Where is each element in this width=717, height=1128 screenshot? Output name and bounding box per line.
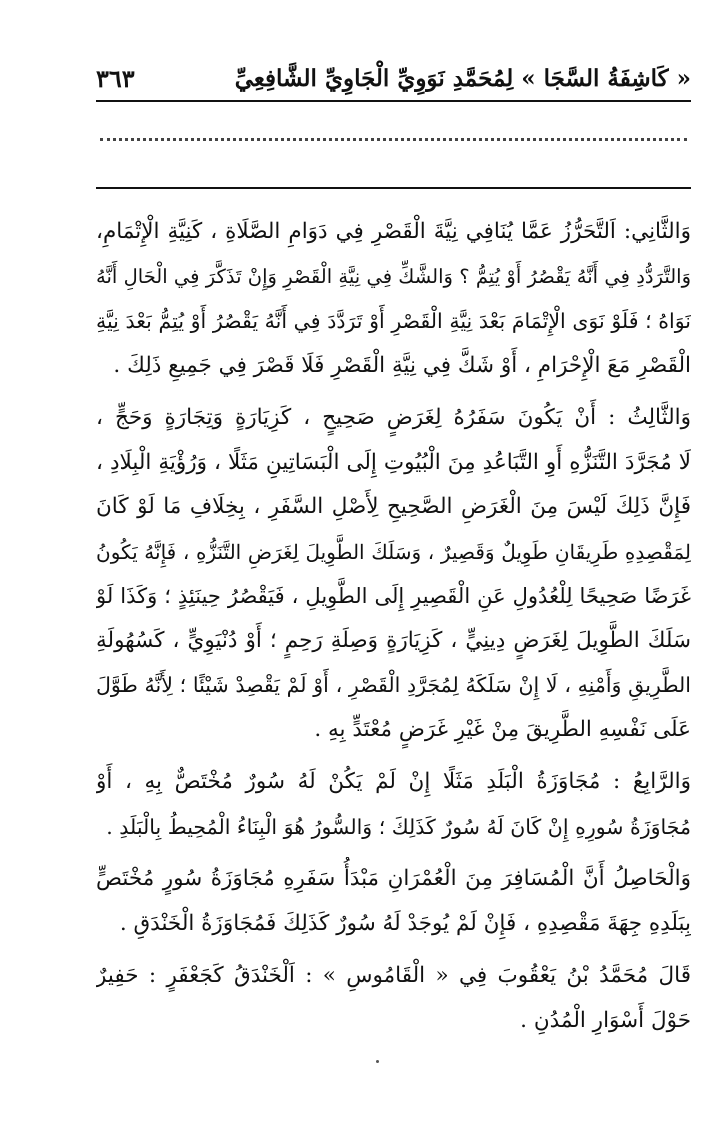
- paragraph-summary: [96, 857, 691, 946]
- text-line: نَوَاهُ ؛ فَلَوْ نَوَى الْإِتْمَامَ بَعْدَ نِيَّةِ الْقَصْرِ أَوْ تَرَدَّدَ فِي أَنَّهُ يَقْصُرُ أَوْ يُتِمُّ بَعْدَ نِيَّةِ: [96, 309, 691, 333]
- text-line: وَالثَّالِثُ : أَنْ يَكُونَ سَفَرُهُ لِغَرَضٍ صَحِيحٍ ، كَزِيَارَةٍ وَتِجَارَةٍ وَحَجٍّ ،: [96, 405, 691, 430]
- text-line: غَرَضًا صَحِيحًا لِلْعُدُولِ عَنِ الْقَصِيرِ إِلَى الطَّوِيلِ ، فَيَقْصُرُ حِينَئِذٍ ؛ وَكَذَا لَوْ: [96, 584, 691, 608]
- text-line: فَإِنَّ ذَلِكَ لَيْسَ مِنَ الْغَرَضِ الصَّحِيحِ لِأَصْلِ السَّفَرِ ، بِخِلَافِ مَا لَوْ كَانَ: [96, 494, 691, 519]
- text-line: حَوْلَ أَسْوَارِ الْمُدُنِ .: [520, 1007, 691, 1033]
- text-line: الْقَصْرِ مَعَ الْإِحْرَامِ ، أَوْ شَكَّ فِي نِيَّةِ الْقَصْرِ فَلَا قَصْرَ فِي جَمِيعِ ذَلِكَ .: [113, 352, 691, 378]
- page-mark-dot: [376, 1060, 379, 1063]
- body-text: [96, 210, 691, 1043]
- text-line: مُجَاوَزَةُ سُورِهِ إِنْ كَانَ لَهُ سُورٌ كَذَلِكَ ؛ وَالسُّورُ هُوَ الْبِنَاءُ الْمُحِيطُ بِالْبَلَدِ .: [106, 814, 691, 839]
- paragraph-qamus-quote: [96, 954, 691, 1043]
- text-line: سَلَكَ الطَّوِيلَ لِغَرَضٍ دِينِيٍّ ، كَزِيَارَةٍ وَصِلَةِ رَحِمٍ ؛ أَوْ دُنْيَوِيٍّ ، كَسُهُولَةِ: [96, 627, 691, 653]
- running-header: [96, 58, 691, 98]
- running-title: « كَاشِفَةُ السَّجَا » لِمُحَمَّدِ نَوَوِيِّ الْجَاوِيِّ الشَّافِعِيِّ: [234, 64, 691, 92]
- body-top-rule: [96, 187, 691, 189]
- text-line: بِبَلَدِهِ جِهَةَ مَقْصِدِهِ ، فَإِنْ لَمْ يُوجَدْ لَهُ سُورٌ كَذَلِكَ فَمُجَاوَزَةُ الْخَنْدَقِ .: [119, 910, 691, 936]
- text-line: وَالرَّابِعُ : مُجَاوَزَةُ الْبَلَدِ مَثَلًا إِنْ لَمْ يَكُنْ لَهُ سُورٌ مُخْتَصٌّ بِهِ ، أَوْ: [96, 769, 691, 794]
- text-line: لِمَقْصِدِهِ طَرِيقَانِ طَوِيلٌ وَقَصِيرٌ ، وَسَلَكَ الطَّوِيلَ لِغَرَضِ التَّنَزُّهِ ، فَإِنَّهُ يَكُونُ: [96, 539, 691, 564]
- text-line: وَالتَّرَدُّدِ فِي أَنَّهُ يَقْصُرُ أَوْ يُتِمُّ ؟ وَالشَّكِّ فِي نِيَّةِ الْقَصْرِ وَإِنْ تَذَكَّرَ فِي الْحَالِ أَنَّهُ: [96, 264, 691, 288]
- paragraph-third-condition: [96, 396, 691, 752]
- paragraph-fourth-condition: [96, 760, 691, 849]
- text-line: قَالَ مُحَمَّدُ بْنُ يَعْقُوبَ فِي « الْقَامُوسِ » : اَلْخَنْدَقُ كَجَعْفَرٍ : حَفِيرٌ: [96, 963, 691, 988]
- text-line: عَلَى نَفْسِهِ الطَّرِيقَ مِنْ غَيْرِ غَرَضٍ مُعْتَدٍّ بِهِ .: [314, 716, 691, 742]
- paragraph-second-condition: [96, 210, 691, 388]
- dotted-separator: [100, 138, 687, 141]
- text-line: وَالثَّانِي: اَلتَّحَرُّزُ عَمَّا يُنَافِي نِيَّةَ الْقَصْرِ فِي دَوَامِ الصَّلَاةِ ، كَنِيَّةِ الْإِتْمَامِ،: [96, 219, 691, 244]
- header-rule: [96, 100, 691, 102]
- text-line: الطَّرِيقِ وَأَمْنِهِ ، لَا إِنْ سَلَكَهُ لِمُجَرَّدِ الْقَصْرِ ، أَوْ لَمْ يَقْصِدْ شَيْئًا ؛ لِأَنَّهُ طَوَّلَ: [96, 673, 691, 697]
- text-line: لَا مُجَرَّدَ التَّنَزُّهِ أَوِ التَّبَاعُدِ مِنَ الْبُيُوتِ إِلَى الْبَسَاتِينِ مَثَلًا ، وَرُؤْيَةِ الْبِلَادِ ،: [96, 449, 691, 475]
- text-line: وَالْحَاصِلُ أَنَّ الْمُسَافِرَ مِنَ الْعُمْرَانِ مَبْدَأُ سَفَرِهِ مُجَاوَزَةُ سُورٍ مُخْتَصٍّ: [96, 866, 691, 891]
- page-number: ٣٦٣: [96, 63, 135, 93]
